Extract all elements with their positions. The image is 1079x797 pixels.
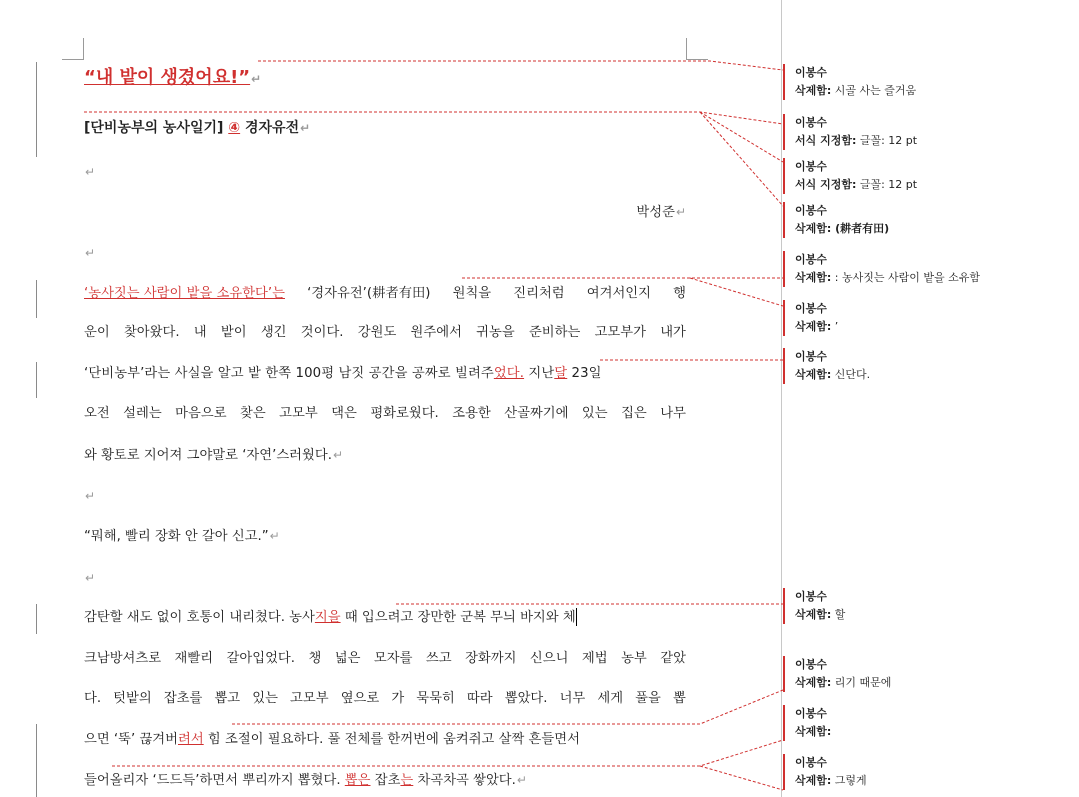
balloon-author: 이봉수 <box>795 658 827 671</box>
word: 내가 <box>660 325 686 340</box>
heading-rest: 경자유전 <box>245 120 300 136</box>
balloon-label: 삭제함: <box>795 676 832 689</box>
page-corner-mark-top-right <box>686 38 708 60</box>
balloon-author: 이봉수 <box>795 302 827 315</box>
text-cursor <box>576 608 577 626</box>
word: 진리처럼 <box>513 286 565 301</box>
para1-line3[interactable] <box>84 364 686 384</box>
word: 원칙을 <box>452 286 492 301</box>
word: 뽑 <box>672 691 686 706</box>
para1-line1[interactable] <box>84 284 686 304</box>
balloon-label: 삭제함: <box>795 271 832 284</box>
word: 가 <box>391 691 405 706</box>
word: 있는 <box>252 691 278 706</box>
quote-line[interactable] <box>84 526 686 547</box>
word: 행 <box>673 286 686 301</box>
para1-line5[interactable] <box>84 445 686 466</box>
change-bar <box>36 280 37 318</box>
balloon-text: 시골 사는 즐거움 <box>831 84 917 97</box>
empty-paragraph[interactable] <box>84 568 686 589</box>
revision-balloon[interactable] <box>783 705 831 741</box>
word: 풀을 <box>635 691 661 706</box>
word: 댁은 <box>331 406 357 421</box>
balloon-author: 이봉수 <box>795 66 827 79</box>
inserted-text: 려서 <box>177 732 204 747</box>
word: 것이다. <box>300 325 344 340</box>
word: 넓은 <box>334 651 361 666</box>
paragraph-mark-icon: ↵ <box>269 529 280 543</box>
word: 고모부 <box>290 691 329 706</box>
text-run: 때 입으려고 장만한 군복 무늬 바지와 체 <box>340 610 576 625</box>
balloon-author: 이봉수 <box>795 116 827 129</box>
word: 평화로웠다. <box>370 406 439 421</box>
para2-line2[interactable] <box>84 649 686 669</box>
word: 갈아입었다. <box>226 651 295 666</box>
balloon-author: 이봉수 <box>795 204 827 217</box>
text-run: 와 황토로 지어져 그야말로 ‘자연’스러웠다. <box>84 448 332 463</box>
inserted-text: 달 <box>554 366 568 381</box>
word: 고모부가 <box>594 325 646 340</box>
word: 챙 <box>308 651 322 666</box>
balloon-text: 글꼴: 12 pt <box>856 134 918 147</box>
balloon-label: 삭제함: <box>795 608 832 621</box>
balloon-label: 서식 지정함: <box>795 178 857 191</box>
balloon-author: 이봉수 <box>795 707 827 720</box>
revision-balloon[interactable] <box>783 251 980 287</box>
word: 텃밭의 <box>113 691 152 706</box>
inserted-text: 었다. <box>493 366 525 381</box>
word: 찾은 <box>240 406 266 421</box>
paragraph-mark-icon: ↵ <box>675 205 686 219</box>
page-corner-mark-top-left <box>62 38 84 60</box>
paragraph-mark-icon: ↵ <box>85 489 96 503</box>
balloon-label: 삭제함: <box>795 368 832 381</box>
word: 집은 <box>621 406 647 421</box>
text-run: 차곡차곡 쌓았다. <box>413 773 516 788</box>
word: 여겨서인지 <box>586 286 651 301</box>
balloon-text: 글꼴: 12 pt <box>856 178 918 191</box>
balloon-author: 이봉수 <box>795 590 827 603</box>
change-bar <box>36 62 37 157</box>
change-bar <box>36 604 37 634</box>
paragraph-mark-icon: ↵ <box>300 121 311 135</box>
word: 뽑고 <box>214 691 241 706</box>
word: 고모부 <box>279 406 318 421</box>
text-run: 감탄할 새도 없이 호통이 내리쳤다. 농사 <box>84 610 315 625</box>
word: 제법 <box>581 651 608 666</box>
para2-line4[interactable] <box>84 730 686 750</box>
word: 생긴 <box>260 325 287 340</box>
paragraph-mark-icon: ↵ <box>251 72 262 86</box>
para2-line1[interactable] <box>84 608 688 628</box>
revision-balloon[interactable] <box>783 202 889 238</box>
word: ‘경자유전’(耕者有田) <box>307 286 431 301</box>
word: 옆으로 <box>340 691 380 706</box>
word: 크남방셔츠로 <box>84 651 162 666</box>
balloon-label: 삭제함: <box>795 774 832 787</box>
word: 장화까지 <box>465 651 517 666</box>
word: 원주에서 <box>410 325 462 340</box>
author-name: 박성준 <box>636 205 675 220</box>
word: 잡초를 <box>163 691 203 706</box>
balloon-text: : 농사짓는 사람이 밭을 소유함 <box>831 271 980 284</box>
text-run: 들어올리자 ‘드드득’하면서 뿌리까지 뽑혔다. <box>84 773 345 788</box>
change-bar <box>36 362 37 398</box>
balloon-text: 할 <box>831 608 846 621</box>
paragraph-mark-icon: ↵ <box>516 773 527 787</box>
balloon-label: 서식 지정함: <box>795 134 857 147</box>
balloon-author: 이봉수 <box>795 756 827 769</box>
paragraph-mark-icon: ↵ <box>85 165 96 179</box>
balloon-label: 삭제함: <box>795 222 832 235</box>
revision-balloon[interactable] <box>783 754 867 790</box>
balloon-text: 신단다. <box>831 368 871 381</box>
text-run: 잡초 <box>370 773 401 788</box>
revision-balloon[interactable] <box>783 300 838 336</box>
word: 오전 <box>84 406 110 421</box>
word: 나무 <box>660 406 686 421</box>
text-run: 힘 조절이 필요하다. 풀 전체를 한꺼번에 움켜쥐고 살짝 흔들면서 <box>203 732 580 747</box>
empty-paragraph[interactable] <box>84 162 686 183</box>
word: 묵묵히 <box>416 691 455 706</box>
word: 마음으로 <box>175 406 227 421</box>
text-run: 으면 ‘뚝’ 끊겨버 <box>84 732 178 747</box>
revision-balloon[interactable] <box>783 158 917 194</box>
word: 너무 <box>559 691 586 706</box>
balloon-author: 이봉수 <box>795 350 827 363</box>
word: 농부 <box>621 651 647 666</box>
balloon-text: ’ <box>831 320 839 333</box>
balloon-author: 이봉수 <box>795 160 827 173</box>
heading-number: ④ <box>228 120 241 136</box>
revision-balloon[interactable] <box>783 348 870 384</box>
paragraph-mark-icon: ↵ <box>85 571 96 585</box>
word: 밭이 <box>220 325 247 340</box>
word: 산골짜기에 <box>504 406 569 421</box>
balloon-author: 이봉수 <box>795 253 827 266</box>
change-bar <box>36 724 37 797</box>
balloon-label: 삭제함: <box>795 84 832 97</box>
revision-balloon[interactable] <box>783 656 891 692</box>
para1-line4[interactable] <box>84 404 686 424</box>
revision-balloon[interactable] <box>783 114 917 150</box>
word: 세게 <box>597 691 624 706</box>
balloon-text: 리기 때문에 <box>831 676 892 689</box>
empty-paragraph[interactable] <box>84 243 686 264</box>
markup-pane-divider <box>781 0 782 797</box>
word: 있는 <box>581 406 608 421</box>
title-text: “내 밭이 생겼어요!” <box>84 67 251 88</box>
word: 운이 <box>84 325 110 340</box>
document-title[interactable] <box>84 66 686 91</box>
author-line[interactable] <box>84 202 686 223</box>
paragraph-mark-icon: ↵ <box>332 448 344 462</box>
word: 같았 <box>660 651 686 666</box>
revision-balloon[interactable] <box>783 64 916 100</box>
word: 따라 <box>466 691 493 706</box>
word: 설레는 <box>123 406 162 421</box>
word: 귀농을 <box>476 325 515 340</box>
paragraph-mark-icon: ↵ <box>85 246 96 260</box>
balloon-text: 그렇게 <box>831 774 867 787</box>
word: 재빨리 <box>174 651 214 666</box>
quote-text: “뭐해, 빨리 장화 안 갈아 신고.” <box>84 529 269 544</box>
revision-balloon[interactable] <box>783 588 845 624</box>
balloon-label: 삭제함: <box>795 725 832 738</box>
word: 강원도 <box>357 325 397 340</box>
para1-line2[interactable] <box>84 323 686 343</box>
inserted-text: 뽑은 <box>344 773 371 788</box>
inserted-text: 는 <box>400 773 414 788</box>
balloon-label: 삭제함: <box>795 320 832 333</box>
heading-bracket: [단비농부의 농사일기] <box>84 120 224 136</box>
word: 준비하는 <box>528 325 581 340</box>
inserted-text: ‘농사짓는 사람이 밭을 소유한다’는 <box>84 286 285 301</box>
word: 다. <box>84 691 102 706</box>
inserted-text: 지을 <box>314 610 341 625</box>
text-run: ‘단비농부’라는 사실을 알고 밭 한쪽 100평 남짓 공간을 공짜로 빌려주 <box>84 366 494 381</box>
word: 찾아왔다. <box>123 325 180 340</box>
text-run: 지난 <box>524 366 555 381</box>
empty-paragraph[interactable] <box>84 486 686 507</box>
word: 쓰고 <box>425 651 452 666</box>
para2-line3[interactable] <box>84 689 686 709</box>
word: 조용한 <box>452 406 491 421</box>
word: 내 <box>193 325 207 340</box>
balloon-text: (耕者有田) <box>831 222 890 235</box>
document-heading[interactable] <box>84 118 686 138</box>
word: 신으니 <box>529 651 569 666</box>
text-run: 23일 <box>567 366 602 381</box>
word: 뽑았다. <box>504 691 548 706</box>
word: 모자를 <box>373 651 413 666</box>
para2-line5[interactable] <box>84 770 686 791</box>
